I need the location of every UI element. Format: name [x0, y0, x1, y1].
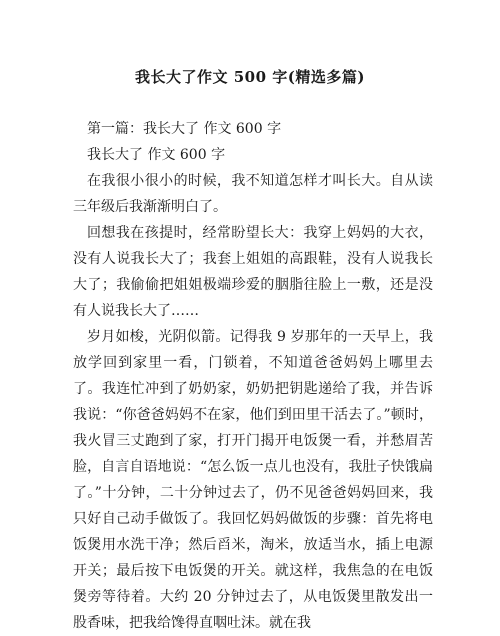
paragraph: 在我很小很小的时候，我不知道怎样才叫长大。自从读三年级后我渐渐明白了。 [73, 173, 433, 215]
document-title: 我长大了作文 500 字(精选多篇) [135, 68, 365, 86]
paragraph: 第一篇：我长大了 作文 600 字 [87, 121, 282, 137]
paragraph: 我长大了 作文 600 字 [87, 147, 226, 163]
paragraph: 岁月如梭，光阴似箭。记得我 9 岁那年的一天早上，我放学回到家里一看，门锁着，不知道爸爸妈妈上哪里去了。我连忙冲到了奶奶家，奶奶把钥匙递给了我，并告诉我说：“你爸爸妈妈不在家，他们到田里干活去了。”顿时，我火冒三丈跑到了家，打开门揭开电饭煲一看，并愁眉苦脸，自言自语地说：“怎么饭一点儿也没有，我肚子快饿扁了。”十分钟，二十分钟过去了，仍不见爸爸妈妈回来，我只好自己动手做饭了。我回忆妈妈做饭的步骤：首先将电饭煲用水洗干净；然后舀米，淘米，放适当水，插上电源开关；最后按下电饭煲的开关。就这样，我焦急的在电饭煲旁等待着。大约 20 分钟过去了，从电饭煲里散发出一股香味，把我给馋得直咽吐沫。就在我 [73, 329, 433, 631]
document-body [73, 116, 433, 636]
paragraph: 回想我在孩提时，经常盼望长大：我穿上妈妈的大衣，没有人说我长大了；我套上姐姐的高跟鞋，没有人说我长大了；我偷偷把姐姐极端珍爱的胭脂往脸上一敷，还是没有人说我长大了…… [73, 225, 433, 319]
